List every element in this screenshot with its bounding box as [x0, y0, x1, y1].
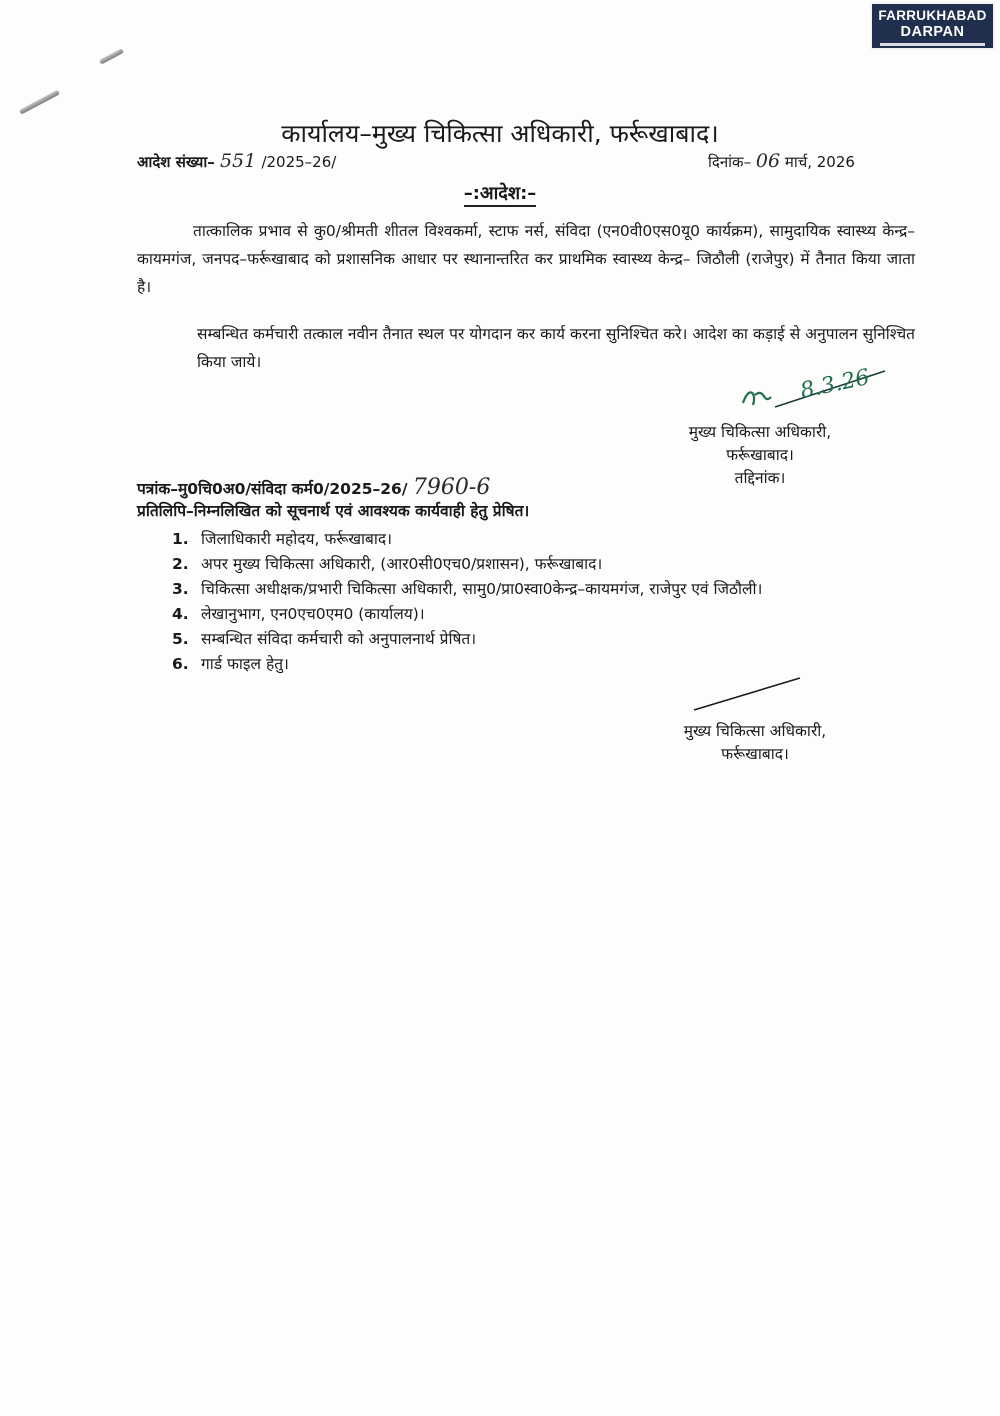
signature-block-1	[655, 421, 865, 490]
watermark-line1: FARRUKHABAD	[878, 8, 987, 23]
staple-pin-icon	[19, 90, 60, 115]
order-number	[137, 150, 336, 172]
list-number: 1.	[172, 530, 189, 548]
copy-heading: प्रतिलिपि–निम्नलिखित को सूचनार्थ एवं आवश्यक कार्यवाही हेतु प्रेषित।	[137, 502, 530, 520]
signature-date-handwritten: 8.3.26	[798, 364, 872, 405]
date-label: दिनांक–	[708, 153, 752, 171]
order-number-suffix: /2025–26/	[261, 153, 337, 171]
list-text: चिकित्सा अधीक्षक/प्रभारी चिकित्सा अधिकारी, सामु0/प्रा0स्वा0केन्द्र–कायमगंज, राजेपुर एवं जिठौली।	[201, 580, 763, 598]
list-text: सम्बन्धित संविदा कर्मचारी को अनुपालनार्थ प्रेषित।	[201, 630, 477, 648]
signature-block-2	[650, 720, 860, 766]
reference-handwritten: 7960-6	[412, 475, 491, 500]
order-heading	[0, 181, 1000, 205]
order-number-handwritten: 551	[219, 150, 257, 172]
signature-stroke-icon	[690, 674, 805, 714]
order-number-label: आदेश संख्या–	[137, 153, 215, 171]
reference-label: पत्रांक–मु0चि0अ0/संविदा कर्म0/2025–26/	[137, 480, 408, 498]
watermark-logo	[870, 2, 995, 50]
watermark-url-bar	[880, 43, 985, 46]
list-number: 4.	[172, 605, 189, 623]
list-number: 2.	[172, 555, 189, 573]
signatory-location: फर्रूखाबाद।	[726, 446, 794, 464]
list-item	[172, 552, 887, 577]
list-item	[172, 602, 887, 627]
signatory-location: फर्रूखाबाद।	[721, 745, 789, 763]
order-paragraph-1: तात्कालिक प्रभाव से कु0/श्रीमती शीतल विश्वकर्मा, स्टाफ नर्स, संविदा (एन0वी0एस0यू0 कार्यक्रम), सामुदायिक स्वास्थ्य केन्द्र–कायमगंज, जनपद–फर्रूखाबाद को प्रशासनिक आधार पर स्थानान्तरित कर प्राथमिक स्वास्थ्य केन्द्र– जिठौली (राजेपुर) में तैनात किया जाता है।	[137, 222, 915, 296]
signatory-title: मुख्य चिकित्सा अधिकारी,	[683, 722, 827, 740]
copy-list	[172, 527, 887, 677]
list-item	[172, 577, 887, 602]
watermark-line2: DARPAN	[900, 24, 965, 40]
order-paragraph-2: सम्बन्धित कर्मचारी तत्काल नवीन तैनात स्थल पर योगदान कर कार्य करना सुनिश्चित करे। आदेश का कड़ाई से अनुपालन सुनिश्चित किया जाये।	[197, 325, 915, 371]
list-text: गार्ड फाइल हेतु।	[201, 655, 289, 673]
list-text: अपर मुख्य चिकित्सा अधिकारी, (आर0सी0एच0/प्रशासन), फर्रूखाबाद।	[201, 555, 603, 573]
list-text: जिलाधिकारी महोदय, फर्रूखाबाद।	[201, 530, 393, 548]
order-heading-text: –:आदेश:–	[464, 183, 537, 207]
list-number: 6.	[172, 655, 189, 673]
reference-number	[137, 475, 490, 500]
staple-pin-icon	[99, 48, 124, 65]
signatory-title: मुख्य चिकित्सा अधिकारी,	[688, 423, 832, 441]
office-title: कार्यालय–मुख्य चिकित्सा अधिकारी, फर्रूखाबाद।	[281, 119, 719, 148]
date-handwritten-day: 06	[755, 150, 781, 172]
date-rest: मार्च, 2026	[784, 153, 855, 171]
list-item	[172, 627, 887, 652]
list-number: 5.	[172, 630, 189, 648]
signatory-same-date: तद्दिनांक।	[734, 469, 786, 487]
list-item	[172, 527, 887, 552]
order-date	[708, 150, 855, 172]
list-text: लेखानुभाग, एन0एच0एम0 (कार्यालय)।	[201, 605, 425, 623]
list-number: 3.	[172, 580, 189, 598]
